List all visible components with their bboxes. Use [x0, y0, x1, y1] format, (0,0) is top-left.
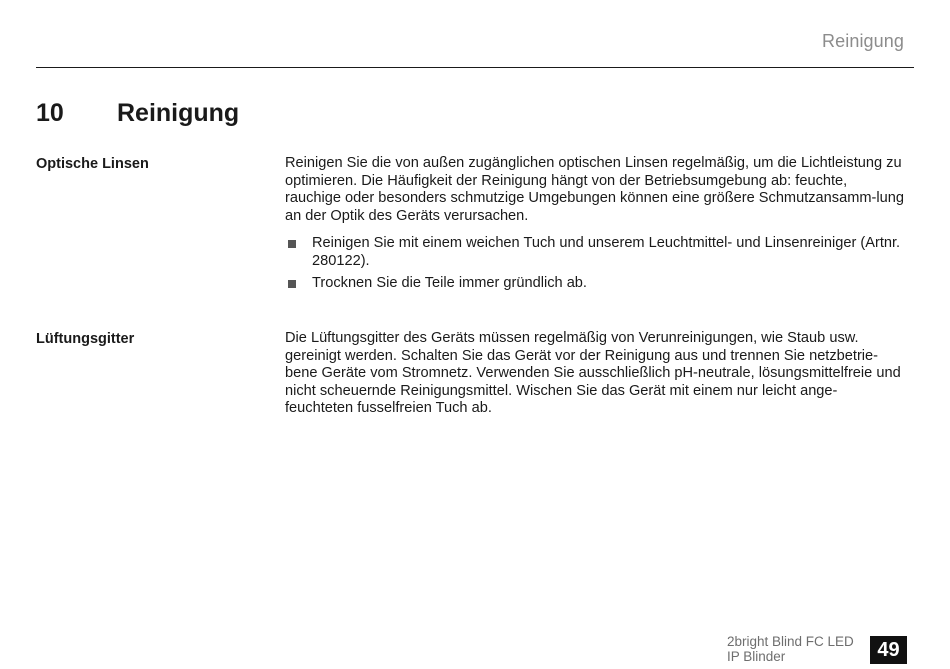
- section-body: [285, 330, 904, 418]
- section-paragraph: Reinigen Sie die von außen zugänglichen optischen Linsen regelmäßig, um die Lichtleistung zu optimieren. Die Häufigkeit der Reinigung hängt von der Betriebsumgebung ab: feuchte, rauchige oder besonders schmutzige Umgebungen können eine größere Schmutzansamm-lung an der Optik des Geräts verursachen.: [285, 155, 904, 224]
- square-bullet-icon: [288, 280, 296, 288]
- chapter-number: 10: [36, 99, 64, 127]
- list-item-text: Reinigen Sie mit einem weichen Tuch und unserem Leuchtmittel- und Linsenreiniger (Artnr. 280122).: [312, 235, 901, 269]
- square-bullet-icon: [288, 240, 296, 248]
- section-body: [285, 155, 904, 292]
- chapter-title: [36, 99, 239, 128]
- section-heading: Lüftungsgitter: [36, 331, 135, 347]
- header-divider: [36, 67, 914, 68]
- footer-product-name: 2bright Blind FC LED IP Blinder: [727, 634, 854, 664]
- section-heading: Optische Linsen: [36, 156, 149, 172]
- bullet-list: [285, 235, 904, 292]
- page-number-badge: 49: [870, 636, 907, 664]
- running-header: Reinigung: [822, 31, 904, 51]
- list-item-text: Trocknen Sie die Teile immer gründlich ab.: [312, 274, 587, 291]
- list-item: [285, 235, 904, 270]
- section-optical-lenses: [36, 155, 904, 296]
- chapter-title-text: Reinigung: [117, 99, 240, 127]
- section-paragraph: Die Lüftungsgitter des Geräts müssen regelmäßig von Verunreinigungen, wie Staub usw. gereinigt werden. Schalten Sie das Gerät vor der Reinigung aus und trennen Sie netzbetrie-bene Geräte vom Stromnetz. Verwenden Sie ausschließlich pH-neutrale, lösungsmittelfreie und nicht scheuernde Reinigungsmittel. Wischen Sie das Gerät mit einem nur leicht ange-feuchteten fusselfreien Tuch ab.: [285, 330, 901, 417]
- section-ventilation-grille: [36, 330, 904, 418]
- list-item: [285, 275, 904, 293]
